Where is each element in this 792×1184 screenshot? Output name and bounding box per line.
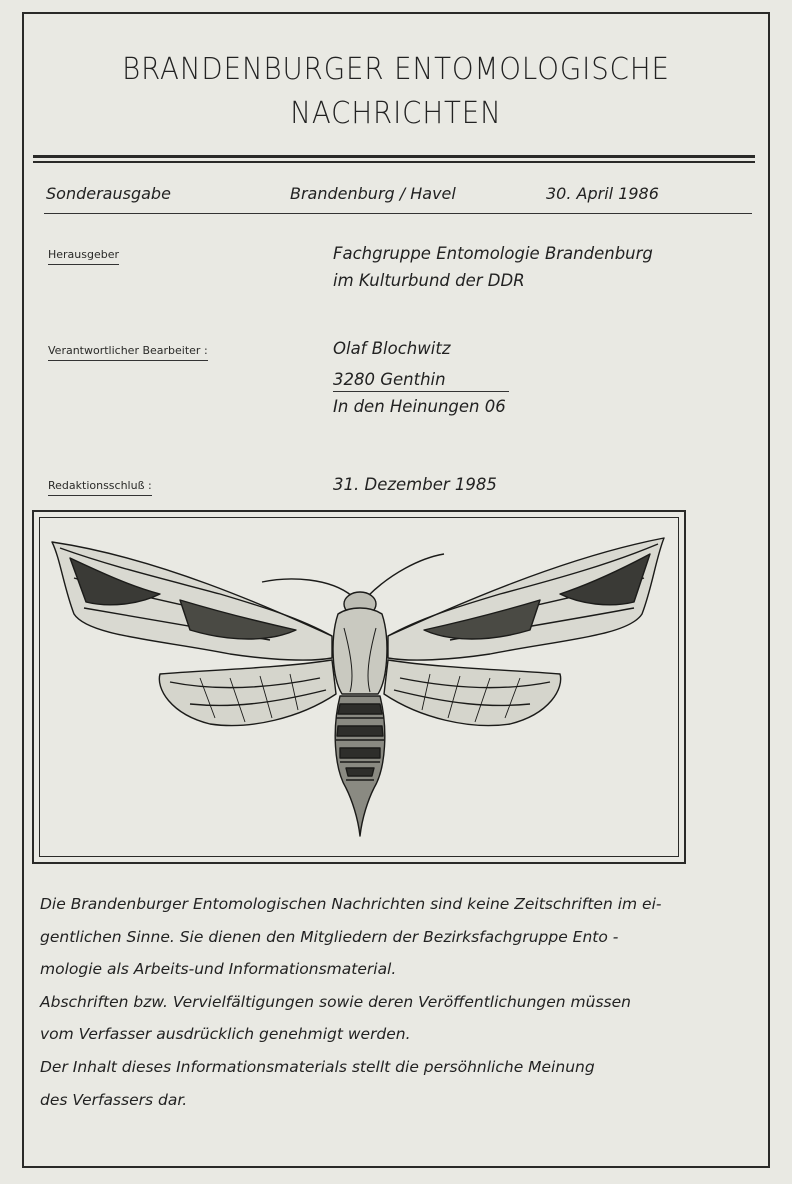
notice-line: vom Verfasser ausdrücklich genehmigt werden. <box>40 1025 411 1044</box>
title-divider-thin <box>33 161 755 163</box>
place-label: Brandenburg / Havel <box>290 184 456 203</box>
editor-city-row <box>333 372 509 392</box>
editor-label: Verantwortlicher Bearbeiter : <box>48 344 208 361</box>
notice-line: Der Inhalt dieses Informationsmaterials stellt die persöhnliche Meinung <box>40 1057 595 1076</box>
journal-title: BRANDENBURGER ENTOMOLOGISCHE <box>122 52 670 87</box>
journal-title-line2: NACHRICHTEN <box>290 96 502 131</box>
illustration-panel <box>39 517 679 857</box>
deadline-date: 31. Dezember 1985 <box>333 475 497 494</box>
editor-city: 3280 Genthin <box>333 372 509 392</box>
notice-line: Abschriften bzw. Vervielfältigungen sowie deren Veröffentlichungen müssen <box>40 992 631 1011</box>
editor-name: Olaf Blochwitz <box>333 339 451 358</box>
notice-line: des Verfassers dar. <box>40 1090 188 1109</box>
publisher-line2: im Kulturbund der DDR <box>333 271 525 290</box>
title-divider-thick <box>33 155 755 158</box>
editor-street: In den Heinungen 06 <box>333 397 506 416</box>
illustration-frame <box>32 510 686 864</box>
notice-line: Die Brandenburger Entomologischen Nachrichten sind keine Zeitschriften im ei- <box>40 895 662 913</box>
meta-divider <box>44 213 752 214</box>
deadline-label: Redaktionsschluß : <box>48 479 152 496</box>
notice-line: gentlichen Sinne. Sie dienen den Mitgliedern der Bezirksfachgruppe Ento - <box>40 927 619 946</box>
notice-line: mologie als Arbeits-und Informationsmaterial. <box>40 960 397 979</box>
notice-text <box>40 888 730 1116</box>
hawk-moth-icon <box>40 518 680 858</box>
issue-date: 30. April 1986 <box>546 184 659 203</box>
edition-label: Sonderausgabe <box>46 184 171 203</box>
publisher-label: Herausgeber <box>48 248 119 265</box>
publisher-line1: Fachgruppe Entomologie Brandenburg <box>333 244 653 263</box>
